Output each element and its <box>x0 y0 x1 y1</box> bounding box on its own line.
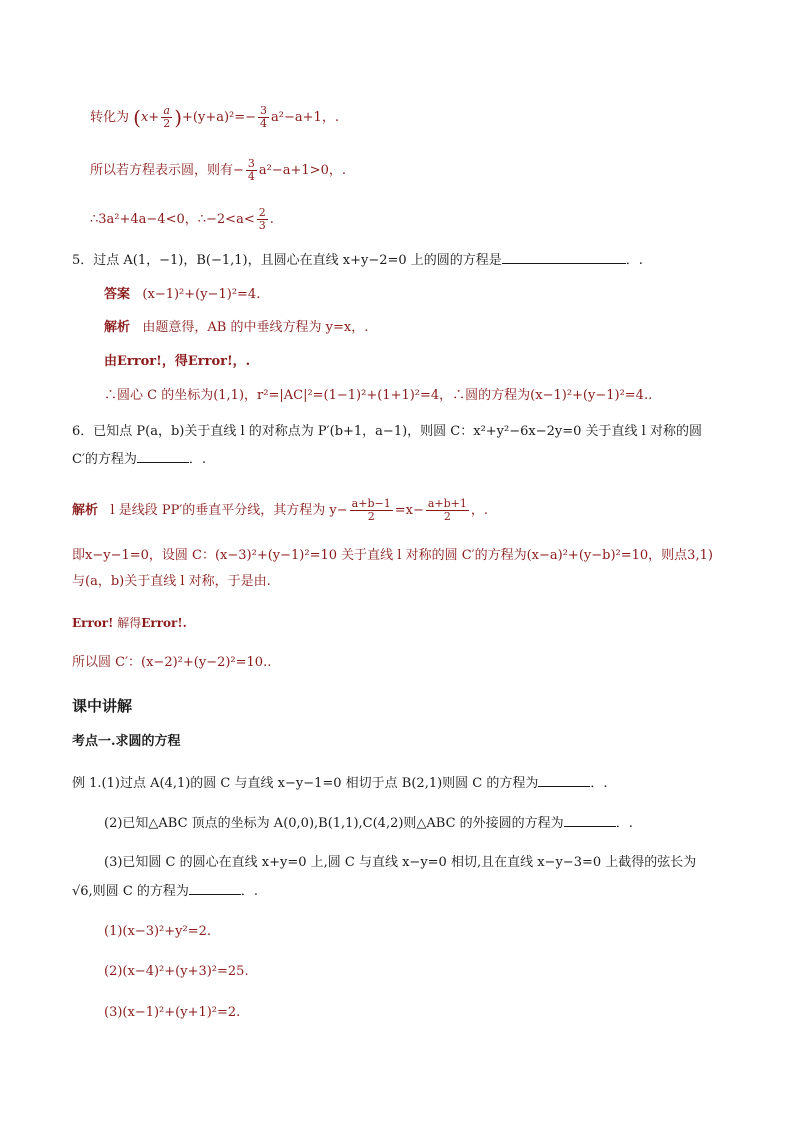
answer-blank[interactable] <box>564 814 616 827</box>
problem5-answer <box>104 287 260 303</box>
analysis-mid: =x− <box>394 503 424 518</box>
problem5-analysis <box>104 320 368 336</box>
problem5-question-end: ．. <box>625 253 643 268</box>
fraction-3-over-4: $\frac{3}{4}$ <box>247 157 255 183</box>
solution4-line2 <box>90 158 346 183</box>
analysis-text: l 是线段 PP′的垂直平分线，其方程为 y− <box>110 503 348 518</box>
solution4-line2-tail: a²−a+1>0，. <box>258 163 346 178</box>
problem6-question-end: ．. <box>188 452 207 467</box>
section-heading-text: 课中讲解 <box>72 697 133 715</box>
analysis-label: 解析 <box>104 320 131 335</box>
analysis-text: 由题意得，AB 的中垂线方程为 y=x，. <box>142 320 369 335</box>
error-mid-text: 解得 <box>113 616 142 630</box>
fraction-2-over-3: $\frac{2}{3}$ <box>258 206 266 232</box>
solution4-line3-prefix: ∴3a²+4a−4<0，∴−2<a< <box>90 212 255 227</box>
solution4-line1-middle: +(y+a)²=− <box>182 110 257 125</box>
problem6-question-text-2: C′的方程为 <box>72 452 137 467</box>
solution4-line3-tail: . <box>269 212 274 227</box>
example1-answer3 <box>104 1005 240 1021</box>
answer-2-text: (2)(x−4)²+(y+3)²=25. <box>104 964 249 979</box>
example1-answer1 <box>104 924 211 940</box>
solution4-line2-prefix: 所以若方程表示圆，则有− <box>90 163 244 178</box>
answer-1-text: (1)(x−3)²+y²=2. <box>104 924 212 939</box>
section-subheading-text: 考点一.求圆的方程 <box>72 734 181 749</box>
section-heading <box>72 698 132 714</box>
solution4-line1-tail: a²−a+1，. <box>271 110 339 125</box>
problem6-question-line2 <box>72 450 206 468</box>
error-text-2: Error!. <box>141 616 187 630</box>
example1-q3-line1 <box>104 855 696 871</box>
solution4-line3 <box>90 207 274 232</box>
problem5-question-text: 5．过点 A(1，−1)，B(−1,1)，且圆心在直线 x+y−2=0 上的圆的方程是 <box>72 253 502 268</box>
fraction-a-over-2: $\frac{a}{2}$ <box>163 104 171 130</box>
error-text: 由Error!，得Error!，. <box>104 354 251 369</box>
fraction-a-plus-b-plus-1-over-2: $\frac{a+b+1}{2}$ <box>427 497 467 523</box>
problem5-error-line <box>104 354 250 370</box>
analysis-label: 解析 <box>72 503 99 518</box>
analysis-tail: ，. <box>470 503 489 518</box>
example1-answer2 <box>104 964 249 980</box>
fraction-a-plus-b-minus-1-over-2: $\frac{a+b-1}{2}$ <box>351 497 391 523</box>
example1-q3-line2 <box>72 882 258 900</box>
problem6-final-line <box>72 655 271 671</box>
answer-value: (x−1)²+(y−1)²=4. <box>142 287 261 302</box>
problem5-question <box>72 251 643 269</box>
example1-q1 <box>72 774 608 792</box>
problem5-final-line <box>104 388 652 404</box>
problem6-question-text: 6．已知点 P(a，b)关于直线 l 的对称点为 P′(b+1，a−1)，则圆 C：x²+y²−6x−2y=0 关于直线 l 对称的圆 <box>72 424 702 439</box>
answer-label: 答案 <box>104 287 131 302</box>
answer-3-text: (3)(x−1)²+(y+1)²=2. <box>104 1005 241 1020</box>
final-answer-text: ∴圆心 C 的坐标为(1,1)，r²=|AC|²=(1−1)²+(1+1)²=4，∴圆的方程为(x−1)²+(y−1)²=4.. <box>104 388 653 403</box>
problem6-error-line <box>72 615 187 631</box>
problem6-analysis <box>72 498 488 523</box>
answer-blank[interactable] <box>189 882 241 895</box>
problem6-question-line1 <box>72 424 702 440</box>
problem6-line2 <box>72 548 713 564</box>
solution4-line1-prefix: 转化为 <box>90 110 134 125</box>
final-answer-text: 所以圆 C′：(x−2)²+(y−2)²=10.. <box>72 655 272 670</box>
problem6-line3-text: 与(a，b)关于直线 l 对称，于是由. <box>72 574 271 589</box>
problem6-line2-text: 即x−y−1=0，设圆 C：(x−3)²+(y−1)²=10 关于直线 l 对称的圆 C′的方程为(x−a)²+(y−b)²=10，则点3,1) <box>72 548 713 563</box>
answer-blank[interactable] <box>137 450 189 463</box>
example1-q3-text-2: √6,则圆 C 的方程为 <box>72 884 189 899</box>
example1-q2 <box>104 814 633 832</box>
example1-q1-text: 例 1.(1)过点 A(4,1)的圆 C 与直线 x−y−1=0 相切于点 B(2,1)则圆 C 的方程为 <box>72 776 539 791</box>
answer-blank[interactable] <box>538 774 590 787</box>
example1-q3-text: (3)已知圆 C 的圆心在直线 x+y=0 上,圆 C 与直线 x−y=0 相切,且在直线 x−y−3=0 上截得的弦长为 <box>104 855 697 870</box>
answer-blank[interactable] <box>502 251 626 264</box>
example1-q2-end: ．. <box>615 816 633 831</box>
fraction-3-over-4: $\frac{3}{4}$ <box>260 104 268 130</box>
solution4-line1: 转化为 (x+ $\frac{a}{2}$ )+(y+a)²=− $\frac{3}{4}$ a²−a+1，. <box>90 104 339 130</box>
error-text: Error! <box>72 616 114 630</box>
example1-q2-text: (2)已知△ABC 顶点的坐标为 A(0,0),B(1,1),C(4,2)则△ABC 的外接圆的方程为 <box>104 816 564 831</box>
example1-q1-end: ．. <box>590 776 608 791</box>
section-subheading <box>72 734 181 750</box>
example1-q3-end: ．. <box>240 884 259 899</box>
problem6-line3 <box>72 574 271 590</box>
